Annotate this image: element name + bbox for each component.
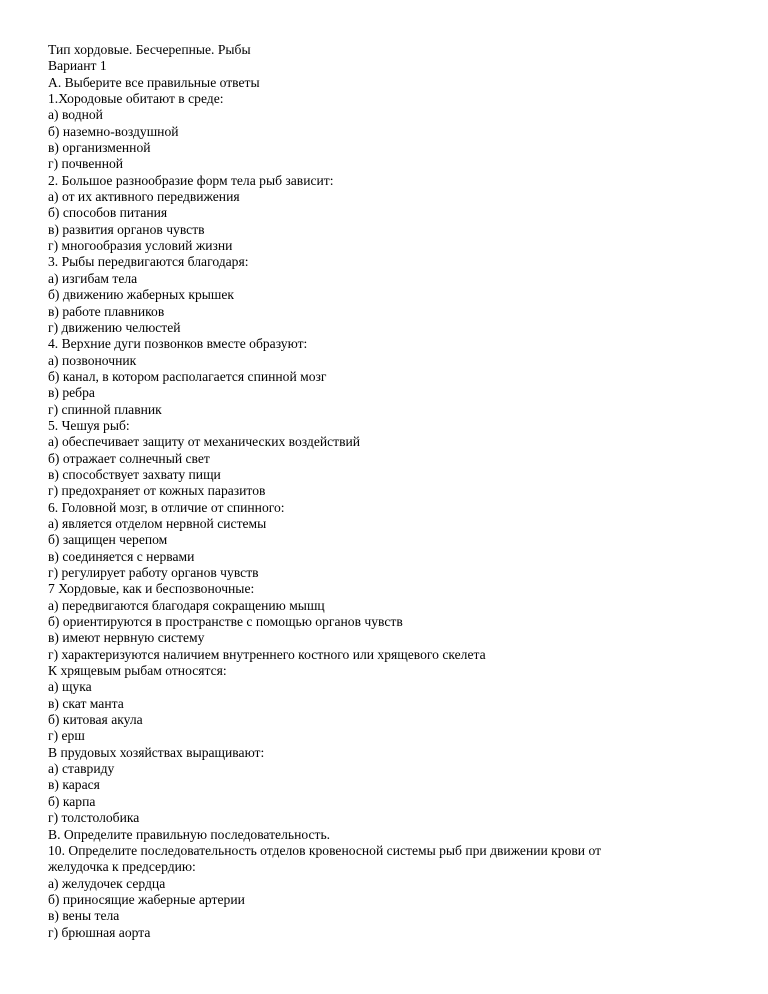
document-title: Тип хордовые. Бесчерепные. Рыбы [48, 42, 251, 57]
section-a-heading: А. Выберите все правильные ответы [48, 74, 260, 90]
answer-option: а) ставриду [48, 761, 115, 777]
answer-option: а) желудочек сердца [48, 875, 166, 891]
answer-option: в) скат манта [48, 695, 124, 711]
answer-option: в) соединяется с нервами [48, 548, 195, 564]
answer-option: г) ерш [48, 728, 85, 744]
answer-option: г) толстолобика [48, 810, 140, 826]
answer-option: в) ребра [48, 385, 95, 401]
variant-label: Вариант 1 [48, 58, 107, 74]
question-text: 6. Головной мозг, в отличие от спинного: [48, 499, 285, 515]
answer-option: г) предохраняет от кожных паразитов [48, 483, 266, 499]
answer-option: г) многообразия условий жизни [48, 238, 233, 254]
question-text: 3. Рыбы передвигаются благодаря: [48, 254, 249, 270]
answer-option: б) ориентируются в пространстве с помощью органов чувств [48, 614, 403, 630]
question-text: 4. Верхние дуги позвонков вместе образуют: [48, 336, 308, 352]
answer-option: б) карпа [48, 793, 96, 809]
answer-option: а) является отделом нервной системы [48, 515, 267, 531]
question-text: 7 Хордовые, как и беспозвоночные: [48, 581, 255, 597]
answer-option: в) развития органов чувств [48, 221, 205, 237]
question-1 [48, 91, 728, 173]
answer-option: а) позвоночник [48, 352, 137, 368]
question-4 [48, 336, 728, 418]
answer-option: г) движению челюстей [48, 319, 181, 335]
answer-option: б) канал, в котором располагается спинной мозг [48, 368, 327, 384]
answer-option: а) изгибам тела [48, 270, 138, 286]
answer-option: б) отражает солнечный свет [48, 450, 210, 466]
answer-option: а) передвигаются благодаря сокращению мышц [48, 597, 325, 613]
answer-option: б) приносящие жаберные артерии [48, 891, 245, 907]
answer-option: б) движению жаберных крышек [48, 287, 235, 303]
question-10 [48, 843, 728, 941]
question-text: 10. Определите последовательность отделов кровеносной системы рыб при движении крови от [48, 842, 602, 858]
answer-option: в) карася [48, 777, 100, 793]
question-7 [48, 581, 728, 663]
document-page [48, 42, 728, 941]
answer-option: г) спинной плавник [48, 401, 162, 417]
answer-option: г) характеризуются наличием внутреннего костного или хрящевого скелета [48, 646, 486, 662]
question-9 [48, 745, 728, 827]
answer-option: б) защищен черепом [48, 532, 168, 548]
question-text: К хрящевым рыбам относятся: [48, 663, 227, 679]
section-b-heading: В. Определите правильную последовательность. [48, 826, 331, 842]
question-6 [48, 500, 728, 582]
answer-option: г) регулирует работу органов чувств [48, 565, 259, 580]
answer-option: а) обеспечивает защиту от механических воздействий [48, 434, 361, 450]
question-text-continued: желудочка к предсердию: [48, 859, 196, 875]
question-text: 5. Чешуя рыб: [48, 417, 130, 433]
question-2 [48, 173, 728, 255]
question-text: 2. Большое разнообразие форм тела рыб зависит: [48, 172, 334, 188]
answer-option: г) почвенной [48, 156, 124, 172]
question-8 [48, 663, 728, 745]
answer-option: а) щука [48, 679, 92, 695]
answer-option: в) организменной [48, 140, 151, 156]
answer-option: в) имеют нервную систему [48, 630, 205, 646]
answer-option: а) от их активного передвижения [48, 189, 240, 205]
question-text: В прудовых хозяйствах выращивают: [48, 744, 265, 760]
answer-option: г) брюшная аорта [48, 924, 151, 940]
question-3 [48, 254, 728, 336]
answer-option: в) вены тела [48, 908, 120, 924]
answer-option: б) китовая акула [48, 712, 143, 728]
answer-option: в) работе плавников [48, 303, 165, 319]
answer-option: а) водной [48, 107, 103, 123]
answer-option: в) способствует захвату пищи [48, 466, 221, 482]
answer-option: б) наземно-воздушной [48, 123, 179, 139]
question-text: 1.Хородовые обитают в среде: [48, 91, 224, 107]
question-5 [48, 418, 728, 500]
answer-option: б) способов питания [48, 205, 168, 221]
